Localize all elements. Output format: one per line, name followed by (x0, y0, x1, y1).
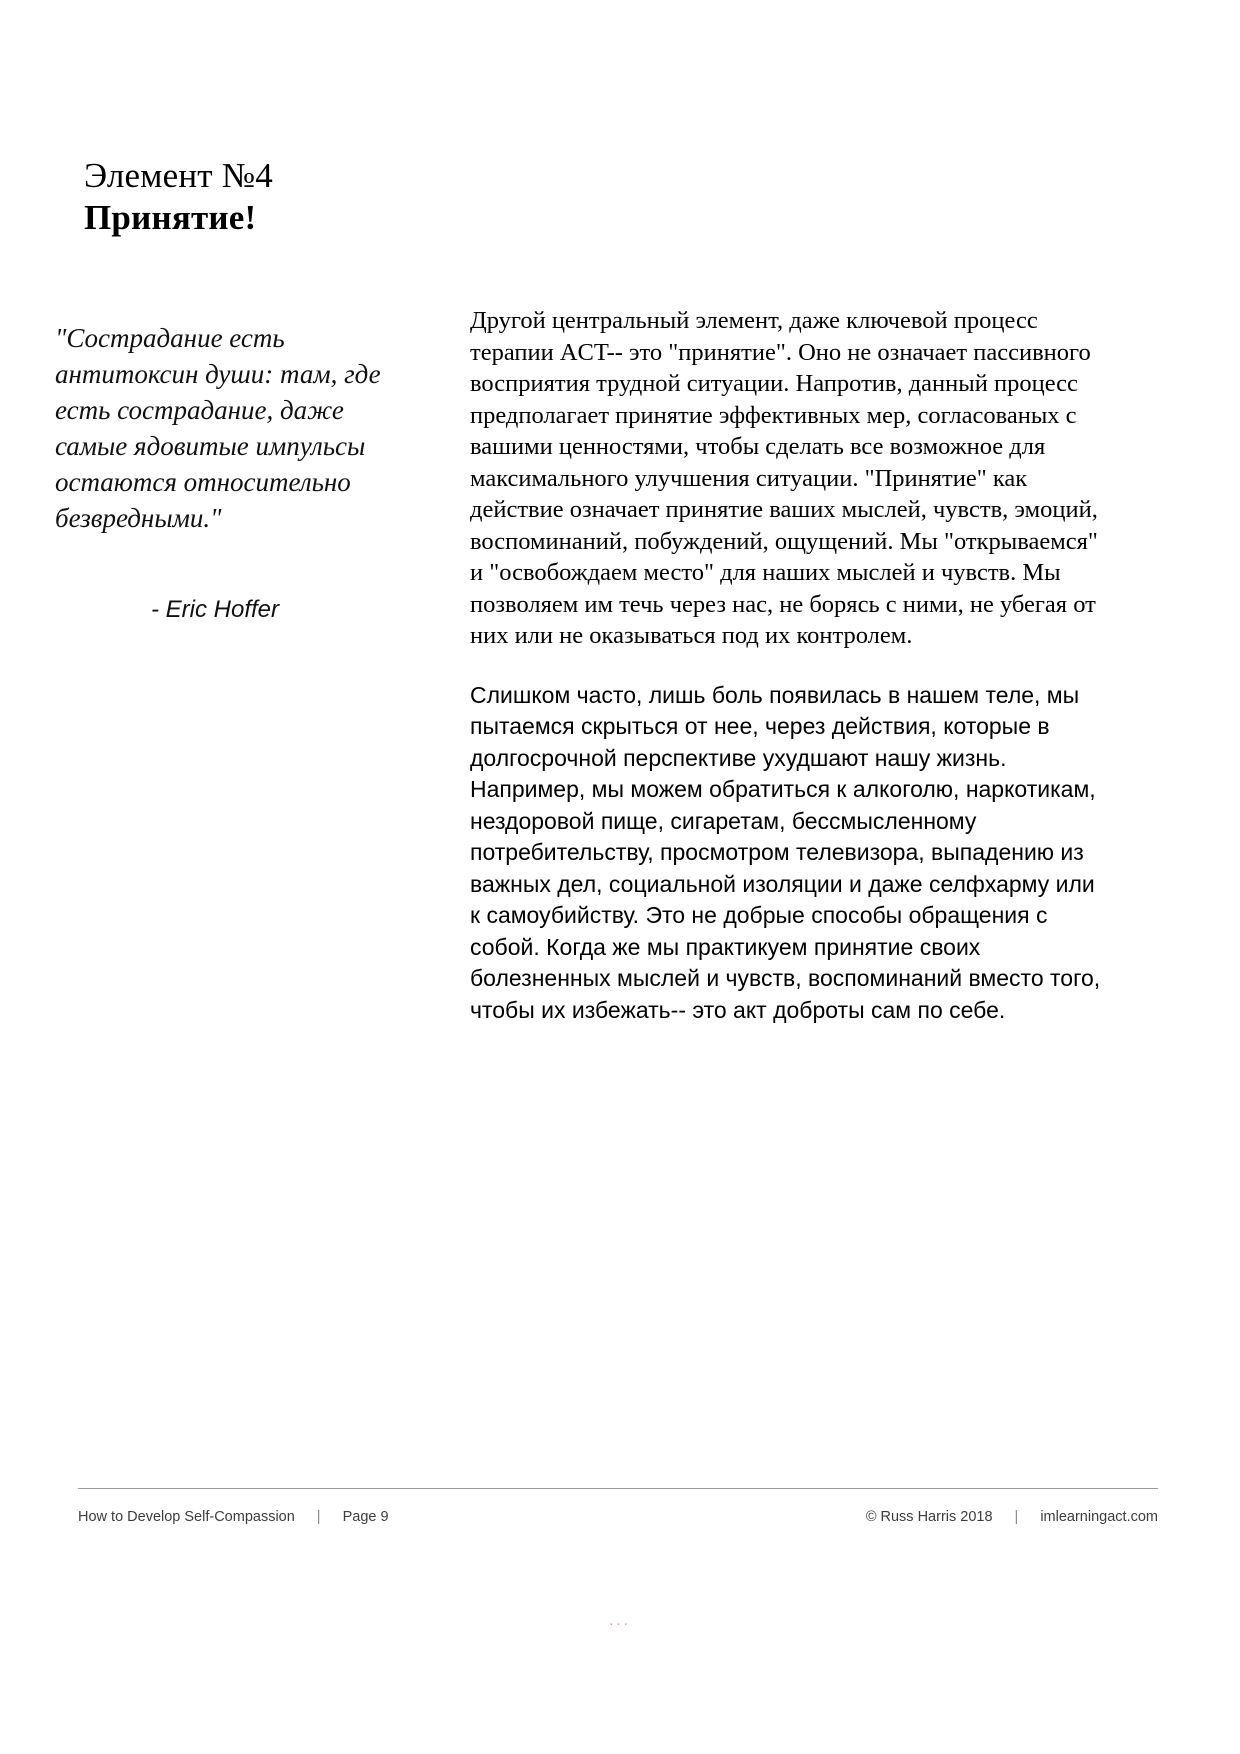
body-column (470, 305, 1105, 1026)
body-paragraph-1: Другой центральный элемент, даже ключевой процесс терапии ACT-- это "принятие". Оно не означает пассивного восприятия трудной ситуации. Напротив, данный процесс предполагает принятие эффективных мер, согласованых с вашими ценностями, чтобы сделать все возможное для максимального улучшения ситуации. "Принятие" как действие означает принятие ваших мыслей, чувств, эмоций, воспоминаний, побуждений, ощущений. Мы "открываемся" и "освобождаем место" для наших мыслей и чувств. Мы позволяем им течь через нас, не борясь с ними, не убегая от них или не оказываться под их контролем. (470, 307, 1098, 649)
page-title (84, 155, 644, 239)
footer-page-number: Page 9 (342, 1509, 389, 1525)
footer-right-group (866, 1509, 1158, 1525)
footer-left-group (78, 1509, 389, 1525)
title-element-number: Элемент №4 (84, 156, 273, 195)
quote-text: "Сострадание есть антитоксин души: там, где есть сострадание, даже самые ядовитые импульсы остаются относительно безвредными." (55, 323, 381, 533)
footer-separator-2: | (1014, 1509, 1019, 1525)
footer-divider (78, 1488, 1158, 1489)
footer-book-title: How to Develop Self-Compassion (78, 1509, 295, 1525)
footer-website-link[interactable]: imlearningact.com (1040, 1509, 1158, 1525)
quote-block (55, 320, 415, 624)
footer-separator-1: | (316, 1509, 321, 1525)
page-footer (78, 1502, 1158, 1532)
footer-bottom-marker: ... (609, 1612, 631, 1629)
title-element-name: Принятие! (84, 198, 257, 237)
footer-copyright: © Russ Harris 2018 (865, 1509, 993, 1525)
body-paragraph-2: Слишком часто, лишь боль появилась в нашем теле, мы пытаемся скрыться от нее, через действия, которые в долгосрочной перспективе ухудшают нашу жизнь. Например, мы можем обратиться к алкоголю, наркотикам, нездоровой пище, сигаретам, бессмысленному потребительству, просмотром телевизора, выпадению из важных дел, социальной изоляции и даже селфхарму или к самоубийству. Это не добрые способы обращения с собой. Когда же мы практикуем принятие своих болезненных мыслей и чувств, воспоминаний вместо того, чтобы их избежать-- это акт доброты сам по себе. (470, 681, 1101, 1023)
quote-author: - Eric Hoffer (150, 596, 279, 623)
